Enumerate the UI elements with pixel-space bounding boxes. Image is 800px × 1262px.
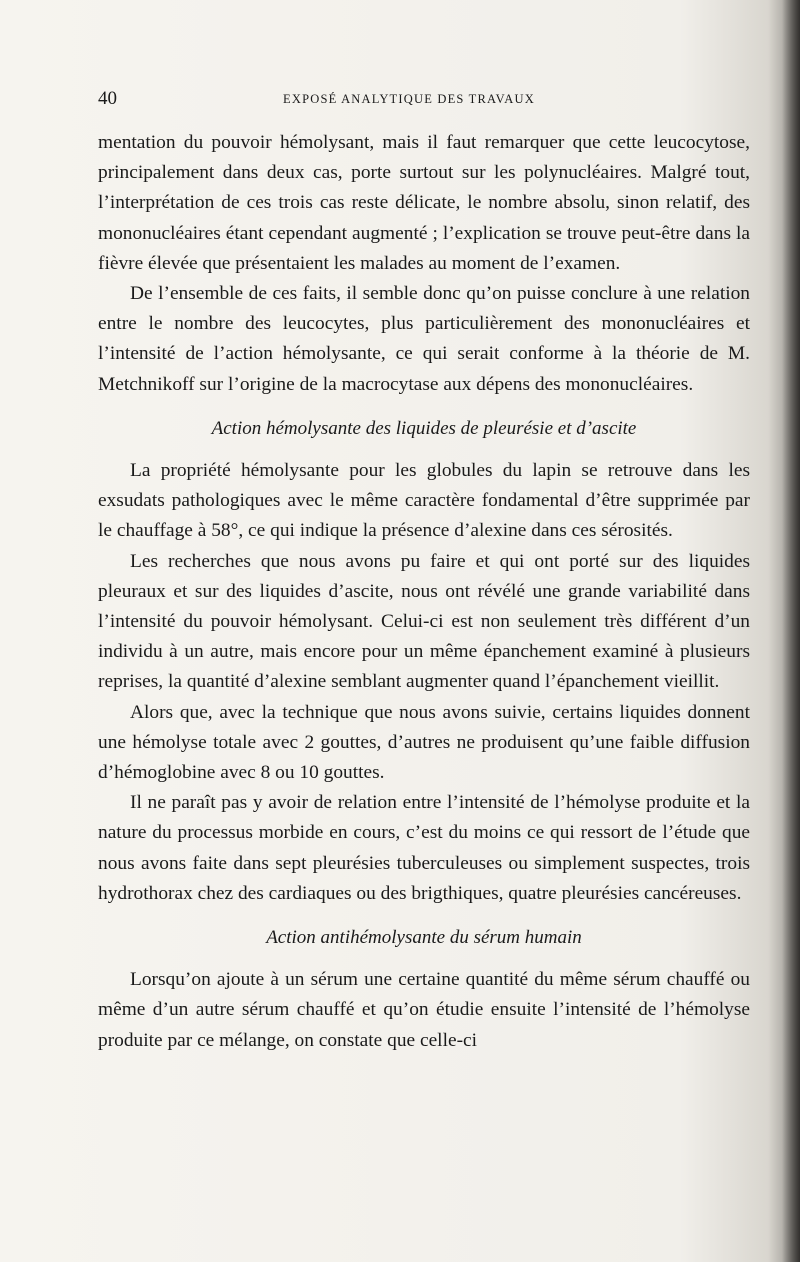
body-text <box>98 128 750 1056</box>
running-head: EXPOSÉ ANALYTIQUE DES TRAVAUX <box>283 92 535 106</box>
paragraph: La propriété hémolysante pour les globules du lapin se retrouve dans les exsudats pathologiques avec le même caractère fondamental d’être supprimée par le chauffage à 58°, ce qui indique la présence d’alexine dans ces sérosités. <box>98 460 750 542</box>
page-edge-shadow <box>782 0 800 1262</box>
section-title-antihemolysante: Action antihémolysante du sérum humain <box>266 927 582 949</box>
paragraph: De l’ensemble de ces faits, il semble donc qu’on puisse conclure à une relation entre le nombre des leucocytes, plus particulièrement des mononucléaires et l’intensité de l’action hémolysante, ce qui serait conforme à la théorie de M. Metchnikoff sur l’origine de la macrocytase aux dépens des mononucléaires. <box>98 283 750 395</box>
paragraph-continued: mentation du pouvoir hémolysant, mais il faut remarquer que cette leucocytose, principalement dans deux cas, porte surtout sur les polynucléaires. Malgré tout, l’interprétation de ces trois cas reste délicate, le nombre absolu, sinon relatif, des mononucléaires étant cependant augmenté ; l’explication se trouve peut-être dans la fièvre élevée que présentaient les malades au moment de l’examen. <box>98 132 750 274</box>
paragraph: Lorsqu’on ajoute à un sérum une certaine quantité du même sérum chauffé ou même d’un autre sérum chauffé et qu’on étudie ensuite l’intensité de l’hémolyse produite par ce mélange, on constate que celle-ci <box>98 969 750 1051</box>
page-number: 40 <box>98 88 117 109</box>
paragraph: Les recherches que nous avons pu faire et qui ont porté sur des liquides pleuraux et sur des liquides d’ascite, nous ont révélé une grande variabilité dans l’intensité du pouvoir hémolysant. Celui-ci est non seulement très différent d’un individu à un autre, mais encore pour un même épanchement examiné à plusieurs reprises, la quantité d’alexine semblant augmenter quand l’épanchement vieillit. <box>98 550 750 693</box>
paragraph: Il ne paraît pas y avoir de relation entre l’intensité de l’hémolyse produite et la nature du processus morbide en cours, c’est du moins ce qui ressort de l’étude que nous avons faite dans sept pleurésies tuberculeuses ou simplement suspectes, trois hydrothorax chez des cardiaques ou des brigthiques, quatre pleurésies cancéreuses. <box>98 792 750 904</box>
page-header <box>98 88 758 110</box>
section-title-pleuresie-ascite: Action hémolysante des liquides de pleurésie et d’ascite <box>211 417 637 439</box>
paragraph: Alors que, avec la technique que nous avons suivie, certains liquides donnent une hémolyse totale avec 2 gouttes, d’autres ne produisent qu’une faible diffusion d’hémoglobine avec 8 ou 10 gouttes. <box>98 701 750 784</box>
